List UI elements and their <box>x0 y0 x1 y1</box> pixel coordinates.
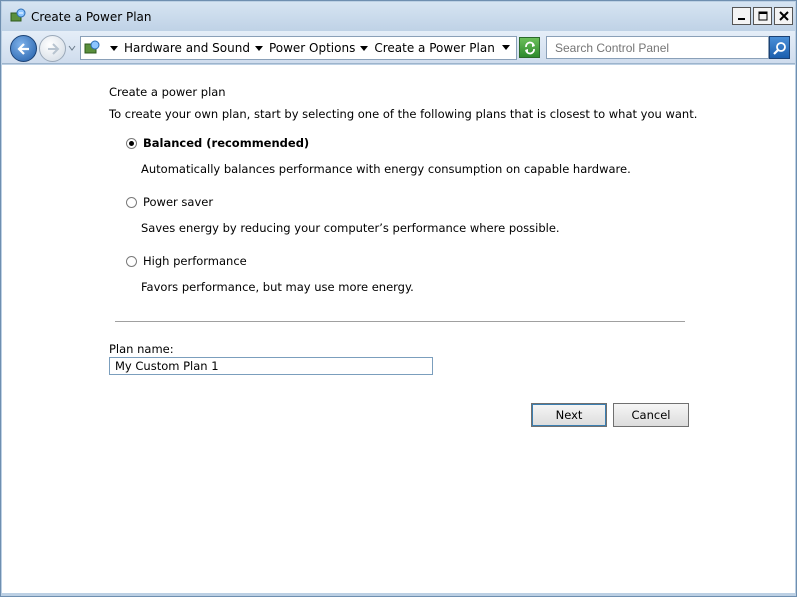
window-title: Create a Power Plan <box>31 10 152 24</box>
plan-description-balanced: Automatically balances performance with energy consumption on capable hardware. <box>141 162 631 176</box>
divider <box>115 321 685 322</box>
maximize-icon <box>758 11 768 21</box>
minimize-button[interactable] <box>732 7 751 25</box>
refresh-icon <box>523 41 537 55</box>
intro-text: To create your own plan, start by selecting one of the following plans that is closest to what you want. <box>109 107 698 121</box>
plan-description-high-performance: Favors performance, but may use more energy. <box>141 280 414 294</box>
breadcrumb-create-a-power-plan[interactable]: Create a Power Plan <box>374 41 495 55</box>
minimize-icon <box>737 11 747 21</box>
recent-pages-dropdown-icon[interactable] <box>68 44 76 52</box>
power-options-icon <box>10 8 26 24</box>
radio-balanced[interactable] <box>126 138 137 149</box>
refresh-button[interactable] <box>519 37 540 58</box>
search-input[interactable] <box>546 36 769 59</box>
chevron-down-icon[interactable] <box>110 46 118 51</box>
caption-buttons <box>732 7 793 25</box>
back-button[interactable] <box>10 35 37 62</box>
radio-high-performance[interactable] <box>126 256 137 267</box>
breadcrumb-power-options[interactable]: Power Options <box>268 41 356 55</box>
breadcrumb-hardware-and-sound[interactable]: Hardware and Sound <box>124 41 250 55</box>
plan-name-label: Plan name: <box>109 342 174 356</box>
plan-label-high-performance[interactable]: High performance <box>143 254 247 268</box>
forward-button[interactable] <box>39 35 66 62</box>
plan-label-power-saver[interactable]: Power saver <box>143 195 214 209</box>
plan-description-power-saver: Saves energy by reducing your computer’s performance where possible. <box>141 221 560 235</box>
close-button[interactable] <box>774 7 793 25</box>
address-dropdown-icon[interactable] <box>502 45 510 50</box>
page-title: Create a power plan <box>109 85 226 99</box>
plan-label-balanced[interactable]: Balanced (recommended) <box>143 136 310 150</box>
forward-arrow-icon <box>46 42 60 56</box>
plan-name-field[interactable] <box>109 357 433 375</box>
radio-power-saver[interactable] <box>126 197 137 208</box>
window-frame-bottom <box>2 593 795 596</box>
chevron-down-icon[interactable] <box>360 46 368 51</box>
main-content <box>2 65 795 593</box>
breadcrumb <box>105 37 495 59</box>
maximize-button[interactable] <box>753 7 772 25</box>
close-icon <box>779 11 789 21</box>
title-bar <box>2 2 795 31</box>
search-button[interactable] <box>769 36 790 59</box>
address-bar[interactable] <box>80 36 517 60</box>
cancel-button[interactable]: Cancel <box>613 403 689 427</box>
search-icon <box>773 41 787 55</box>
navigation-bar <box>2 31 795 64</box>
control-panel-icon <box>84 40 100 56</box>
chevron-down-icon[interactable] <box>255 46 263 51</box>
back-arrow-icon <box>17 42 31 56</box>
next-button[interactable]: Next <box>531 403 607 427</box>
